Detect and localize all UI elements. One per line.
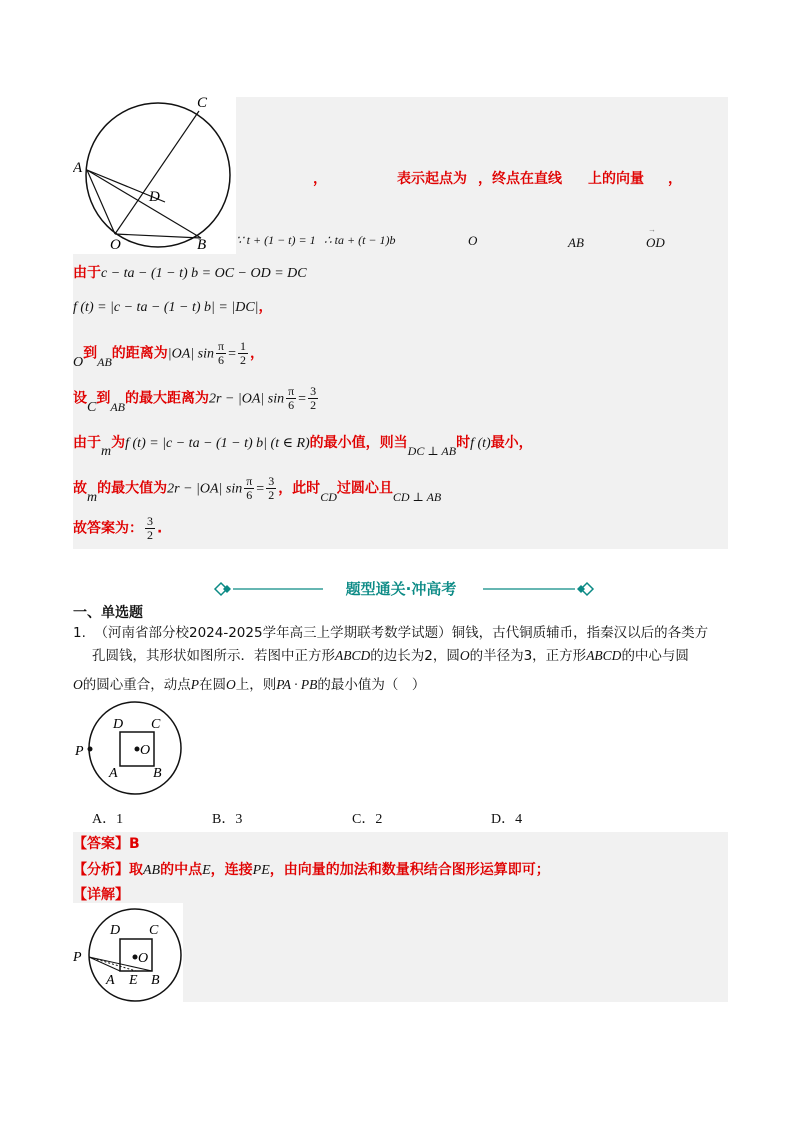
solution-line-3: O到AB的距离为|OA| sin $\frac{\pi}{6}$ = $\frac{1}{2}$ ， [73,339,264,370]
svg-text:B: B [151,973,160,988]
svg-text:O: O [138,951,149,966]
section-heading: 一、单选题 [73,605,143,621]
svg-text:C: C [151,717,161,732]
solution-line-4: 设C到AB的最大距离为2r − |OA| sin $\frac{\pi}{6}$ = $\frac{3}{2}$ [73,384,317,415]
svg-text:P: P [73,950,82,965]
frag-comma2: ， [668,171,682,187]
circle-diagram-figure [73,92,236,254]
solution-line-6: 故m的最大值为2r − |OA| sin $\frac{\pi}{6}$ = $\frac{3}{2}$ ，此时CD过圆心且CD ⊥ AB [73,474,442,505]
frag-vec: 上的向量 [588,171,644,187]
option-c[interactable]: C．2 [352,812,383,827]
label-d: D [149,189,160,205]
analysis-line: 【分析】取AB的中点E，连接PE，由向量的加法和数量积结合图形运算即可； [73,862,550,878]
vec-eq2: ∴ ta + (t − 1)b [324,233,396,247]
label-a: A [73,160,83,176]
svg-text:P: P [75,744,84,759]
chord-ca [115,111,199,234]
svg-text:A: A [109,766,118,781]
svg-text:C: C [149,923,159,938]
chord-ab [87,170,201,238]
svg-text:E: E [129,973,138,988]
answer-value: B [129,836,140,852]
label-ab-frag: AB [568,235,584,250]
detail-diagram-figure [73,905,183,1003]
option-a[interactable]: A．1 [92,812,124,827]
vec-eq: ∵ t + (1 − t) = 1 [236,233,316,247]
frag-comma1: ， [313,171,327,187]
answer-line: 【答案】B [73,836,140,852]
question-line-3: O的圆心重合，动点P在圆O上，则PA · PB的最小值为（ ） [73,677,426,693]
svg-text:O: O [140,743,151,758]
svg-text:B: B [153,766,162,781]
label-c: C [197,95,208,111]
option-b[interactable]: B．3 [212,812,243,827]
center-point [135,747,140,752]
question-number: 1. [73,625,86,641]
frag-end: ，终点在直线 [478,171,562,187]
solution-answer: 故答案为： $\frac{3}{2}$ . [73,514,163,542]
frag-start: 表示起点为 [397,171,467,187]
question-line-2: 孔圆钱，其形状如图所示．若图中正方形ABCD的边长为2，圆O的半径为3，正方形ABCD的中心与圆 [92,648,689,664]
circle-outline [86,103,230,247]
solution-line-2: f (t) = |c − ta − (1 − t) b| = |DC|， [73,299,273,315]
banner-title: 题型通关·冲高考 [345,580,457,598]
point-p [88,747,93,752]
solution-line-1: 由于c − ta − (1 − t) b = OC − OD = DC [73,265,307,281]
label-b: B [197,237,207,253]
label-o: O [110,237,121,253]
question-line-1: 1. （河南省部分校2024-2025学年高三上学期联考数学试题）铜钱，古代铜质辅币，指秦汉以后的各类方 [73,625,709,641]
segment-ob [115,234,201,238]
detail-tag: 【详解】 [73,887,129,903]
svg-text:D: D [110,923,121,938]
option-d[interactable]: D．4 [491,812,523,827]
label-o-frag: O [468,233,478,248]
solution-line-5: 由于m为f (t) = |c − ta − (1 − t) b| (t ∈ R)的最小值，则当DC ⊥ AB时f (t)最小， [73,435,533,459]
coin-diagram-figure [73,700,193,800]
svg-text:A: A [106,973,115,988]
svg-text:D: D [113,717,124,732]
label-od-frag: → OD [646,235,665,251]
